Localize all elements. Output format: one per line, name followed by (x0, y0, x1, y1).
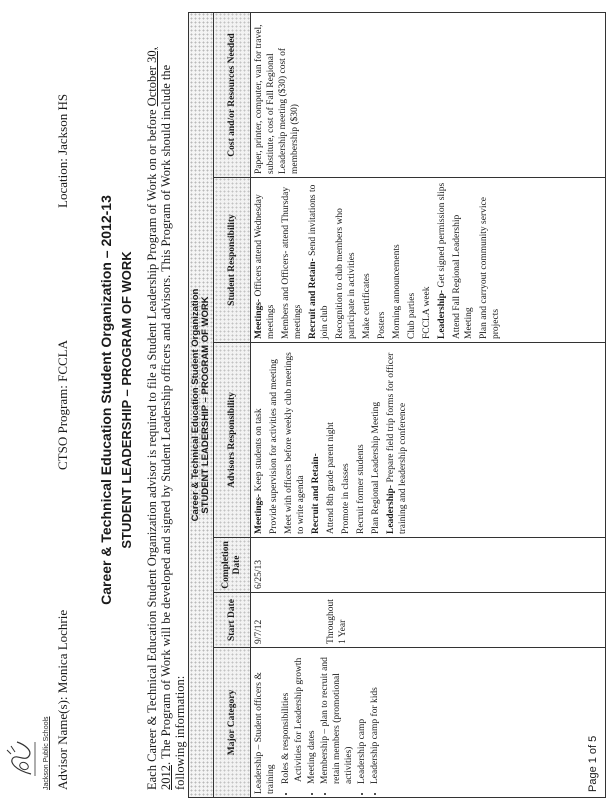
page-subtitle: STUDENT LEADERSHIP – PROGRAM OF WORK (119, 251, 134, 549)
student-posters: Posters (377, 311, 387, 339)
page-title: Career & Technical Education Student Organization – 2012-13 (98, 195, 114, 605)
table-row (251, 13, 606, 798)
category-sub-item: Activities for Leadership growth (294, 657, 304, 782)
student-recruit-label: Recruit and Retain- (308, 258, 318, 339)
student-parties: Club parties (407, 292, 417, 339)
category-item: • Roles & responsibilities (280, 651, 292, 784)
table-banner-row (189, 13, 214, 798)
start-date: 9/7/12 (254, 619, 264, 644)
table-banner (189, 13, 214, 798)
cost-resources-cell (251, 13, 606, 178)
category-item: • Membership – plan to recruit and retain members (promotional activities) (319, 651, 355, 784)
completion-date: 6/25/13 (254, 559, 264, 589)
advisor-name: Advisor Name(s): Monica Lochrie (55, 609, 70, 790)
category-list (280, 651, 292, 794)
school-logo (3, 738, 39, 780)
instructions-deadline: October 30, 2012 (145, 47, 173, 790)
category-cell (251, 648, 606, 798)
advisor-regional: Plan Regional Leadership Meeting (371, 401, 381, 534)
col-header-category: Major Category (214, 648, 251, 798)
advisor-grade-night: Attend 8th grade parent night (326, 422, 336, 534)
completion-date-cell (251, 538, 606, 593)
advisor-leadership (385, 346, 409, 534)
category-item: • Leadership camp (356, 651, 368, 784)
category-heading: Leadership – Student officers & training (254, 672, 276, 794)
cteso-program: CTSO Program: FCCLA (55, 339, 70, 470)
advisor-meetings-label: Meetings- (254, 493, 264, 534)
advisor-leadership-text: Prepare field trip forms for officer training and leadership conference (386, 352, 408, 534)
instructions-text-1: Each Career & Technical Education Student Organization advisor is required to file a Student Leadership Program of Work on or before (145, 106, 159, 790)
student-leadership-text: Get signed permission slips (437, 182, 447, 288)
banner-line-2: STUDENT LEADERSHIP – PROGRAM OF WORK (200, 296, 211, 514)
advisor-former: Recruit former students (356, 444, 366, 534)
student-announcements: Morning announcements (392, 244, 402, 339)
student-recruit (307, 181, 331, 339)
advisor-recruit-label: Recruit and Retain- (311, 453, 321, 534)
category-item: • Leadership camp for kids (369, 651, 381, 784)
col-header-cost: Cost and/or Resources Needed (214, 13, 251, 178)
category-item: • Meeting dates (306, 651, 318, 784)
student-recognition: Recognition to club members who participate in activities (335, 208, 357, 339)
col-header-student: Student Responsibility (214, 178, 251, 343)
start-date-cell (251, 593, 606, 648)
student-recruit-text: Send invitations to join club (308, 184, 330, 339)
cost-resources-text: Paper, printer, computer, van for travel, substitute, cost of Fall Regional Leadership meeting ($30) cost of membership ($30) (254, 24, 300, 174)
student-attend: Attend Fall Regional Leadership Meeting (452, 214, 474, 339)
advisor-leadership-label: Leadership- (386, 484, 396, 534)
program-of-work-table (188, 12, 606, 798)
student-meetings (253, 181, 277, 339)
category-sublist (293, 651, 305, 794)
student-responsibility-cell (251, 178, 606, 343)
student-fccla-week: FCCLA week (422, 286, 432, 339)
student-members: Members and Officers- attend Thursday meetings (281, 186, 303, 339)
logo-caption: Jackson Public Schools (43, 716, 50, 790)
advisor-promote: Promote in classes (341, 463, 351, 534)
page-number: Page 1 of 5 (587, 735, 599, 792)
advisor-responsibility-cell (251, 343, 606, 538)
col-header-advisor: Advisors Responsibility (214, 343, 251, 538)
student-service: Plan and carryout community service projects (479, 197, 501, 339)
col-header-start: Start Date (214, 593, 251, 648)
advisor-officers: Meet with officers before weekly club meetings to write agenda (284, 352, 306, 534)
start-date-secondary: Throughout 1 Year (326, 599, 348, 644)
student-certificates: Make certificates (362, 273, 372, 339)
location: Location: Jackson HS (55, 93, 70, 208)
student-meetings-text: Officers attend Wednesday meetings (254, 194, 276, 339)
instructions-text-2: . The Program of Work will be developed and signed by Student Leadership officers and advisors. This Program of Work should include the following information: (159, 64, 187, 790)
advisor-meetings-text: Keep students on task (254, 408, 264, 492)
advisor-supervision: Provide supervision for activities and meeting (269, 359, 279, 534)
table-header-row (214, 13, 251, 798)
student-leadership (436, 181, 448, 339)
advisor-meetings (253, 346, 265, 534)
student-leadership-label: Leadership- (437, 289, 447, 339)
category-list-2 (306, 651, 381, 794)
student-meetings-label: Meetings- (254, 298, 264, 339)
banner-line-1: Career & Technical Education Student Organization (190, 288, 201, 522)
instructions-paragraph (145, 20, 187, 790)
col-header-completion: Completion Date (214, 538, 251, 593)
